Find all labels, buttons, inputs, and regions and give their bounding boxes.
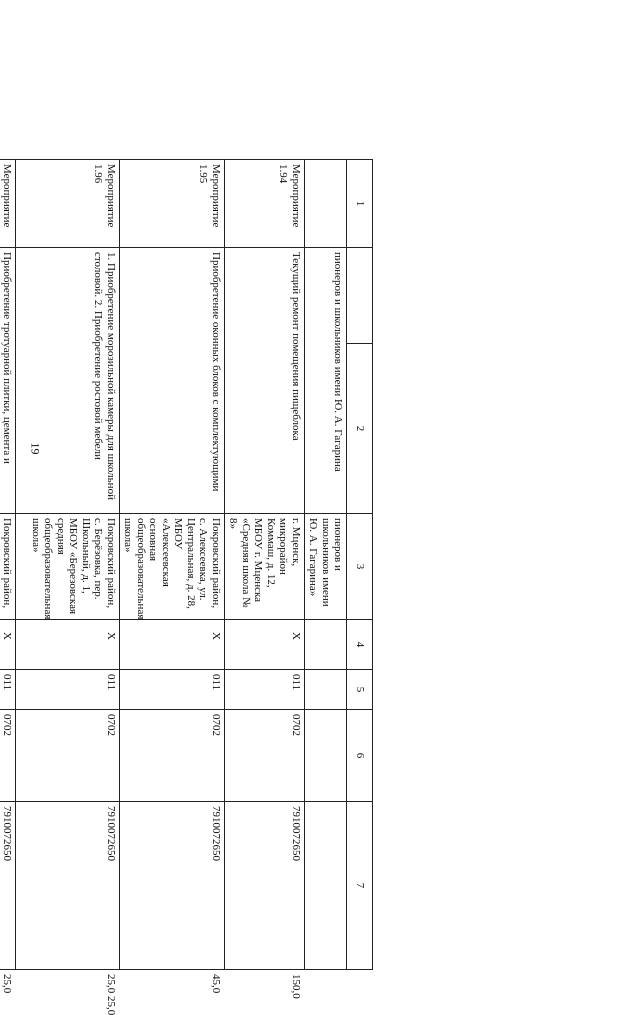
page-number: 19	[28, 442, 43, 455]
event-id-cell: Мероприятие 1.96	[16, 160, 120, 248]
target-article-cell: 7910072650	[0, 802, 16, 970]
address-cell: Покровский район,	[0, 514, 16, 620]
section-cell: 0702	[16, 710, 120, 802]
address-cell: Покровский район, с. Алексеевка, ул. Центральная, д. 28, МБОУ «Алексеевская основная общеобразовательная школа»	[120, 514, 225, 620]
mark-cell: X	[16, 620, 120, 670]
address-cell: Покровский район, с. Берёзовка, пер. Школьный, д. 1, МБОУ «Березовская средняя общеобразовательная школа»	[16, 514, 120, 620]
budget-table	[0, 159, 373, 1015]
code-cell: 011	[0, 670, 16, 710]
header-cell: 4	[347, 620, 373, 670]
table-row: Мероприятие Приобретение тротуарной плитки, цемента и Покровский район, X 011 0702 7910072650 25,0	[0, 160, 16, 970]
target-article-cell: 7910072650	[16, 802, 120, 970]
mark-cell: X	[225, 620, 305, 670]
header-cell: 2	[347, 344, 373, 514]
address-cell: г. Мценск, микрорайон Коммаш, д. 12, МБОУ г. Мценска «Средняя школа № 8»	[225, 514, 305, 620]
section-cell: 0702	[225, 710, 305, 802]
rotated-table-wrapper	[0, 159, 373, 1015]
event-id-cell: Мероприятие 1.95	[120, 160, 225, 248]
event-name-cell: Текущий ремонт помещения пищеблока	[225, 248, 305, 514]
code-cell	[305, 670, 348, 710]
code-cell: 011	[120, 670, 225, 710]
section-cell	[305, 710, 348, 802]
mark-cell	[305, 620, 348, 670]
event-name-cell: пионеров и школьников имени Ю. А. Гагарина	[305, 248, 348, 514]
event-name-cell: Приобретение оконных блоков с комплектующими	[120, 248, 225, 514]
section-cell: 0702	[120, 710, 225, 802]
mark-cell: X	[120, 620, 225, 670]
mark-cell: X	[0, 620, 16, 670]
header-cell: 1	[347, 160, 373, 248]
table-row: Мероприятие 1.96 1. Приобретение морозильной камеры для школьной столовой. 2. Приобретение ростовой мебели Покровский район, с. Берёзовка, пер. Школьный, д. 1, МБОУ «Березовская средняя общеобразовательная школа» X 011 0702 7910072650 25,0 25,0	[16, 160, 120, 970]
code-cell: 011	[16, 670, 120, 710]
header-row	[347, 160, 373, 970]
table-row	[305, 160, 348, 970]
header-cell: 7	[347, 802, 373, 970]
target-article-cell: 7910072650	[120, 802, 225, 970]
event-id-cell	[305, 160, 348, 248]
event-id-cell: Мероприятие	[0, 160, 16, 248]
table-row: Мероприятие 1.94 Текущий ремонт помещения пищеблока г. Мценск, микрорайон Коммаш, д. 12, МБОУ г. Мценска «Средняя школа № 8» X 011 0702 7910072650 150,0	[225, 160, 305, 970]
target-article-cell: 7910072650	[225, 802, 305, 970]
target-article-cell	[305, 802, 348, 970]
event-name-cell: 1. Приобретение морозильной камеры для школьной столовой. 2. Приобретение ростовой мебели	[16, 248, 120, 514]
section-cell: 0702	[0, 710, 16, 802]
header-cell	[347, 248, 373, 344]
header-cell: 5	[347, 670, 373, 710]
header-cell: 6	[347, 710, 373, 802]
address-cell: пионеров и школьников имени Ю. А. Гагарина»	[305, 514, 348, 620]
code-cell: 011	[225, 670, 305, 710]
table-row: Мероприятие 1.95 Приобретение оконных блоков с комплектующими Покровский район, с. Алексеевка, ул. Центральная, д. 28, МБОУ «Алексеевская основная общеобразовательная школа» X 011 0702 7910072650 45,0	[120, 160, 225, 970]
header-cell: 3	[347, 514, 373, 620]
event-id-cell: Мероприятие 1.94	[225, 160, 305, 248]
event-name-cell: Приобретение тротуарной плитки, цемента и	[0, 248, 16, 514]
